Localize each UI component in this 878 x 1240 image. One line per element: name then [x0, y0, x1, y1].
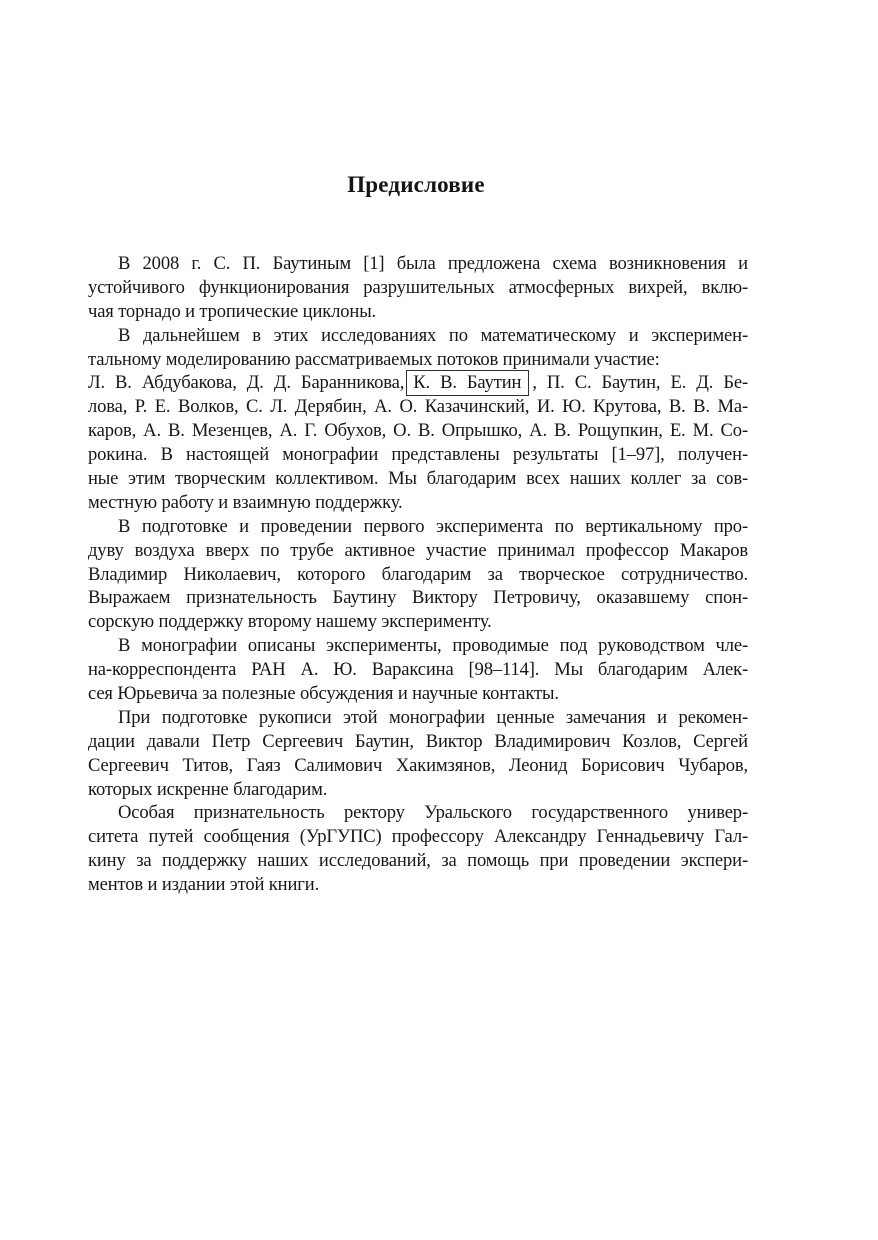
- text-line: В подготовке и проведении первого эксперимента по вертикальному про-: [118, 515, 748, 537]
- boxed-name: К. В. Баутин: [406, 370, 529, 396]
- text-line: кину за поддержку наших исследований, за помощь при проведении экспери-: [88, 850, 748, 872]
- text-line: которых искренне благодарим.: [88, 778, 328, 800]
- text-line: дации давали Петр Сергеевич Баутин, Виктор Владимирович Козлов, Сергей: [88, 730, 748, 752]
- text-line: лова, Р. Е. Волков, С. Л. Дерябин, А. О. Казачинский, И. Ю. Крутова, В. В. Ма-: [88, 396, 748, 418]
- name-list-text: , П. С. Баутин, Е. Д. Бе-: [532, 372, 748, 394]
- text-line: устойчивого функционирования разрушительных атмосферных вихрей, вклю-: [88, 276, 748, 298]
- text-line: В монографии описаны эксперименты, проводимые под руководством чле-: [118, 635, 748, 657]
- text-line: ные этим творческим коллективом. Мы благодарим всех наших коллег за сов-: [88, 468, 748, 490]
- text-line: [88, 371, 748, 395]
- text-line: ситета путей сообщения (УрГУПС) профессору Александру Геннадьевичу Гал-: [88, 826, 748, 848]
- text-line: сея Юрьевича за полезные обсуждения и научные контакты.: [88, 683, 559, 705]
- text-line: В дальнейшем в этих исследованиях по математическому и эксперимен-: [118, 324, 748, 346]
- page-title: Предисловие: [347, 172, 485, 197]
- name-list-text: Л. В. Абдубакова, Д. Д. Баранникова,: [88, 372, 405, 394]
- text-line: Сергеевич Титов, Гаяз Салимович Хакимзянов, Леонид Борисович Чубаров,: [88, 754, 748, 776]
- text-line: каров, А. В. Мезенцев, А. Г. Обухов, О. В. Опрышко, А. В. Рощупкин, Е. М. Со-: [88, 420, 748, 442]
- text-line: Владимир Николаевич, которого благодарим за творческое сотрудничество.: [88, 563, 748, 585]
- text-line: рокина. В настоящей монографии представлены результаты [1–97], получен-: [88, 444, 748, 466]
- text-line: В 2008 г. С. П. Баутиным [1] была предложена схема возникновения и: [118, 253, 748, 274]
- text-line: дуву воздуха вверх по трубе активное участие принимал профессор Макаров: [88, 539, 748, 561]
- text-line: При подготовке рукописи этой монографии ценные замечания и рекомен-: [118, 706, 748, 728]
- text-line: на-корреспондента РАН А. Ю. Вараксина [98–114]. Мы благодарим Алек-: [88, 659, 748, 681]
- text-line: местную работу и взаимную поддержку.: [88, 491, 403, 513]
- text-line: ментов и издании этой книги.: [88, 874, 320, 896]
- text-line: сорскую поддержку второму нашему эксперименту.: [88, 611, 492, 633]
- text-line: тальному моделированию рассматриваемых потоков принимали участие:: [88, 348, 660, 370]
- text-line: Выражаем признательность Баутину Виктору Петровичу, оказавшему спон-: [88, 587, 748, 609]
- text-block: [88, 252, 748, 897]
- text-line: чая торнадо и тропические циклоны.: [88, 300, 377, 322]
- text-line: Особая признательность ректору Уральского государственного универ-: [118, 802, 748, 824]
